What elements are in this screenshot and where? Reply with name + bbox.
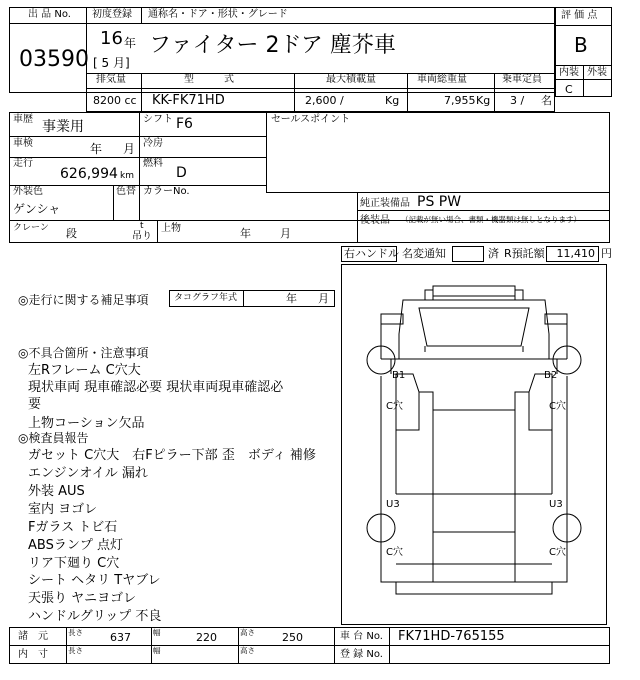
defect-line: 左Rフレーム C穴大 [28, 363, 141, 378]
history-label: 車歴 [13, 114, 33, 125]
reg-year-unit: 年 [124, 36, 137, 50]
inspection-year: 年 [90, 142, 103, 156]
mileage-unit: km [120, 171, 134, 181]
inspector-line: ハンドルグリップ 不良 [28, 609, 162, 624]
defect-line: 現状車両 現車確認必要 現状車両現車確認必 [28, 380, 284, 395]
car-name: ファイター 2ドア 塵芥車 [149, 33, 396, 58]
dims-label: 諸 元 [18, 631, 48, 642]
damage-c-right-top: C穴 [549, 401, 566, 412]
tachograph-label: タコグラフ年式 [174, 293, 238, 303]
inspector-line: 外装 AUS [28, 484, 85, 499]
model-label: 型 式 [184, 74, 234, 85]
fuel-label: 燃料 [143, 158, 163, 169]
sales-points-label: セールスポイント [271, 114, 351, 125]
first-reg-label: 初度登録 [92, 9, 132, 20]
name-change-label: 名変通知 [402, 247, 446, 260]
inspector-line: 天張り ヤニヨゴレ [28, 591, 137, 606]
damage-u3-right: U3 [549, 499, 563, 510]
aftermarket-note: （記載が無い場合、書類・機器類は無しとなります） [401, 215, 581, 224]
crane-label: クレーン [13, 223, 49, 233]
capacity-unit: 名 [541, 94, 552, 107]
damage-b2: B2 [544, 370, 558, 381]
inspector-label: ◎検査員報告 [18, 431, 89, 445]
exterior-label: 外装 [587, 67, 607, 78]
inspector-line: Fガラス トビ石 [28, 520, 118, 535]
history: 事業用 [42, 119, 84, 135]
upper-year: 年 [240, 227, 251, 240]
gross-weight-label: 車両総重量 [417, 74, 467, 85]
recycle-prefix: 済 [488, 247, 499, 260]
inner-width-label: 幅 [153, 646, 161, 655]
chassis-no: FK71HD-765155 [398, 629, 505, 644]
recycle-amount: 11,410 [556, 247, 595, 260]
overall-score: B [574, 33, 588, 57]
max-load-unit: Kg [385, 94, 400, 107]
inspector-line: ガセット C穴大 右Fピラー下部 歪 ボディ 補修 [28, 448, 316, 463]
inspector-line: シート ヘタリ Tヤブレ [28, 573, 161, 588]
width: 220 [196, 631, 217, 644]
capacity: 3 / [510, 94, 525, 107]
inspector-line: エンジンオイル 漏れ [28, 466, 148, 481]
displacement: 8200 cc [93, 94, 137, 107]
reg-year: 16 [100, 28, 123, 49]
reg-no-label: 登 録 No. [340, 649, 383, 660]
mileage: 626,994 [60, 166, 118, 182]
inspector-line: ABSランプ 点灯 [28, 538, 123, 553]
capacity-label: 乗車定員 [502, 74, 542, 85]
defect-line: 要 [28, 397, 42, 412]
shift-label: シフト [143, 114, 173, 125]
mileage-label: 走行 [13, 158, 33, 169]
damage-c-left-top: C穴 [386, 401, 403, 412]
ext-color-label: 外装色 [13, 186, 43, 197]
length: 637 [110, 631, 131, 644]
inner-height-label: 高さ [240, 646, 255, 655]
inspector-line: リア下廻り C穴 [28, 556, 120, 571]
ext-color: ゲンシャ [13, 202, 61, 216]
damage-c-left-bottom: C穴 [386, 547, 403, 558]
driving-remarks-label: ◎走行に関する補足事項 [18, 293, 149, 307]
inner-length-label: 長さ [68, 646, 83, 655]
inner-dims-label: 内 寸 [18, 649, 48, 660]
crane-stage: 段 [66, 227, 77, 240]
displacement-label: 排気量 [96, 74, 126, 85]
crane-lift: 吊り [132, 231, 152, 242]
lot-no-label: 出 品 No. [28, 9, 71, 20]
aftermarket-label: 後装品 [360, 215, 390, 226]
interior-score: C [565, 83, 573, 96]
equipment-label: 純正装備品 [360, 198, 410, 209]
ac-label: 冷房 [143, 138, 163, 149]
damage-u3-left: U3 [386, 499, 400, 510]
gross-weight-unit: Kg [476, 94, 491, 107]
lot-no: 03590 [19, 47, 89, 72]
fuel: D [176, 165, 187, 181]
inspector-line: 室内 ヨゴレ [28, 502, 98, 517]
tachograph-year: 年 [286, 292, 297, 305]
upper-label: 上物 [161, 223, 181, 234]
recycle-label: R預託額 [504, 247, 545, 260]
reg-month: [ 5 月] [93, 56, 130, 70]
crane-ton: t [140, 221, 144, 231]
tachograph-month: 月 [318, 292, 329, 305]
truck-outline-diagram [341, 264, 607, 625]
defect-line: 上物コーション欠品 [28, 416, 145, 431]
shift: F6 [176, 116, 193, 132]
damage-c-right-bottom: C穴 [549, 547, 566, 558]
inspection-month: 月 [123, 142, 136, 156]
equipment: PS PW [417, 194, 462, 210]
defects-label: ◎不具合箇所・注意事項 [18, 346, 149, 360]
model: KK-FK71HD [152, 93, 225, 108]
max-load-label: 最大積載量 [326, 74, 376, 85]
grade-label: 評 価 点 [561, 10, 598, 21]
chassis-label: 車 台 No. [340, 631, 383, 642]
name-label: 通称名・ドア・形状・グレード [148, 9, 288, 20]
color-code-label: カラーNo. [143, 186, 190, 197]
length-label: 長さ [68, 628, 83, 637]
upper-month: 月 [280, 227, 291, 240]
max-load: 2,600 / [305, 94, 344, 107]
color-change-label: 色替 [116, 186, 136, 197]
damage-b1: B1 [392, 370, 406, 381]
width-label: 幅 [153, 628, 161, 637]
interior-label: 内装 [559, 67, 579, 78]
name-change-box [452, 246, 484, 262]
inspection-label: 車検 [13, 138, 33, 149]
gross-weight: 7,955 [444, 94, 476, 107]
height-label: 高さ [240, 628, 255, 637]
height: 250 [282, 631, 303, 644]
recycle-unit: 円 [601, 247, 612, 260]
rhd: 右ハンドル [344, 247, 399, 260]
